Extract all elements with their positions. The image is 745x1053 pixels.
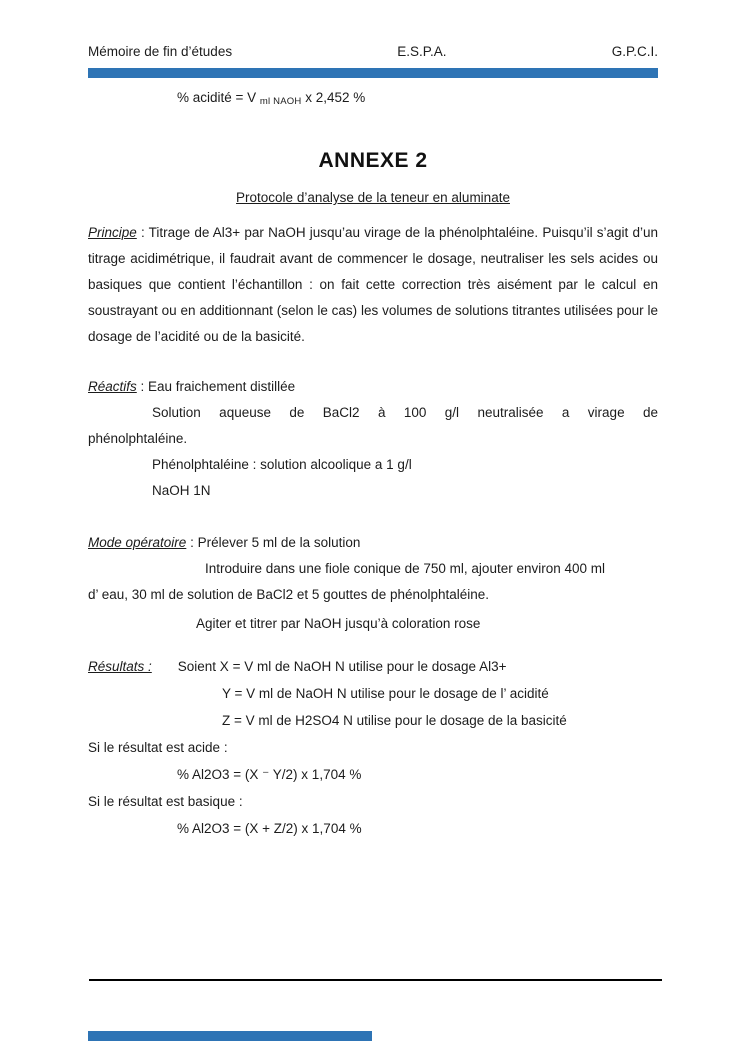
mode-line-4: Agiter et titrer par NaOH jusqu’à coloration rose: [196, 616, 481, 631]
principe-paragraph: [88, 220, 658, 350]
reactifs-line-5: NaOH 1N: [152, 483, 211, 498]
header-left-text: Mémoire de fin d’études: [88, 44, 233, 59]
footer-blue-rule: [88, 1031, 372, 1041]
acidity-formula-lead: % acidité = V: [177, 90, 260, 105]
mode-text-1: : Prélever 5 ml de la solution: [186, 535, 361, 550]
footer-divider-line: [89, 979, 662, 981]
resultats-section: [88, 653, 658, 842]
resultats-line-3: Z = V ml de H2SO4 N utilise pour le dosage de la basicité: [222, 713, 567, 728]
acidity-formula: [177, 88, 365, 110]
mode-line-2: Introduire dans une fiole conique de 750 ml, ajouter environ 400 ml: [205, 561, 606, 576]
resultats-basique-label: Si le résultat est basique :: [88, 794, 243, 809]
acidity-formula-tail: x 2,452 %: [301, 90, 366, 105]
header-blue-rule: [88, 68, 658, 78]
acidity-formula-subscript: ml NAOH: [259, 96, 302, 107]
mode-line-1: [88, 530, 658, 556]
resultats-acide-formula: % Al2O3 = (X ⁻ Y/2) x 1,704 %: [177, 767, 362, 782]
reactifs-line-3: phénolphtaléine.: [88, 431, 188, 446]
annexe-subtitle: Protocole d’analyse de la teneur en aluminate: [236, 190, 510, 205]
resultats-basique-formula: % Al2O3 = (X + Z/2) x 1,704 %: [177, 821, 362, 836]
resultats-line-1: [88, 653, 658, 680]
reactifs-line-1: [88, 374, 658, 400]
principe-text: : Titrage de Al3+ par NaOH jusqu’au virage de la phénolphtaléine. Puisqu’il s’agit d’un titrage acidimétrique, il faudrait avant de commencer le dosage, neutraliser les sels acides ou basiques que contient l’échantillon : on fait cette correction très aisément par le calcul en soustrayant ou en additionnant (selon le cas) les volumes de solutions titrantes utilisées pour le dosage de l’acidité ou de la basicité.: [88, 225, 658, 344]
resultats-text-1: Soient X = V ml de NaOH N utilise pour le dosage Al3+: [177, 659, 507, 674]
mode-operatoire-section: [88, 530, 658, 637]
document-body: [88, 148, 658, 842]
header-right-text: G.P.C.I.: [611, 44, 658, 59]
resultats-acide-label: Si le résultat est acide :: [88, 740, 228, 755]
mode-operatoire-label: Mode opératoire: [88, 535, 187, 550]
principe-label: Principe: [88, 225, 137, 240]
annexe-title: ANNEXE 2: [318, 149, 428, 172]
mode-line-3: d’ eau, 30 ml de solution de BaCl2 et 5 gouttes de phénolphtaléine.: [88, 587, 490, 602]
resultats-line-2: Y = V ml de NaOH N utilise pour le dosage de l’ acidité: [222, 686, 549, 701]
reactifs-line-4: Phénolphtaléine : solution alcoolique a 1 g/l: [152, 457, 412, 472]
reactifs-label: Réactifs: [88, 379, 137, 394]
header-center-text: E.S.P.A.: [397, 44, 447, 59]
reactifs-section: [88, 374, 658, 504]
reactifs-line-2: Solution aqueuse de BaCl2 à 100 g/l neutralisée a virage de: [152, 405, 658, 420]
reactifs-text-1: : Eau fraichement distillée: [136, 379, 296, 394]
resultats-label: Résultats :: [88, 659, 152, 674]
page-header: [88, 44, 658, 59]
